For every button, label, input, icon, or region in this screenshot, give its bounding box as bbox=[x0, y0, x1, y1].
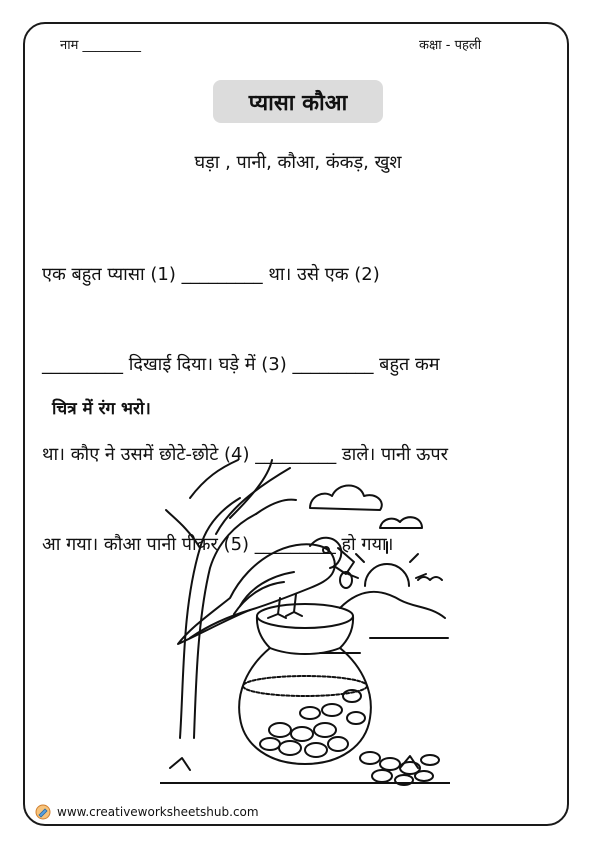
sun-icon bbox=[348, 542, 426, 586]
name-field-label: नाम _________ bbox=[60, 38, 141, 53]
coloring-instruction: चित्र में रंग भरो। bbox=[52, 399, 151, 419]
story-line-4: आ गया। कौआ पानी पीकर (5) _________ हो गया। bbox=[42, 534, 394, 555]
cloud-icon bbox=[310, 486, 382, 511]
pebbles-icon bbox=[260, 690, 439, 785]
website-url[interactable]: www.creativeworksheetshub.com bbox=[57, 805, 259, 819]
pencil-logo-icon bbox=[35, 804, 51, 820]
story-line-2: _________ दिखाई दिया। घड़े में (3) _________ बहुत कम bbox=[42, 354, 440, 375]
cloud-icon-2 bbox=[380, 517, 422, 528]
story-line-1: एक बहुत प्यासा (1) _________ था। उसे एक (2) bbox=[42, 264, 380, 285]
footer bbox=[35, 804, 259, 820]
worksheet-title: प्यासा कौआ bbox=[248, 90, 348, 116]
word-bank: घड़ा , पानी, कौआ, कंकड़, खुश bbox=[194, 152, 402, 173]
hills-icon bbox=[340, 592, 445, 618]
class-label: कक्षा - पहली bbox=[419, 38, 482, 53]
worksheet-title-box bbox=[213, 80, 383, 123]
crow-and-pot-illustration bbox=[160, 438, 450, 798]
story-line-3: था। कौए ने उसमें छोटे-छोटे (4) _________ डाले। पानी ऊपर bbox=[42, 444, 448, 465]
tree-icon bbox=[166, 460, 296, 738]
flying-bird-icon bbox=[418, 577, 442, 580]
